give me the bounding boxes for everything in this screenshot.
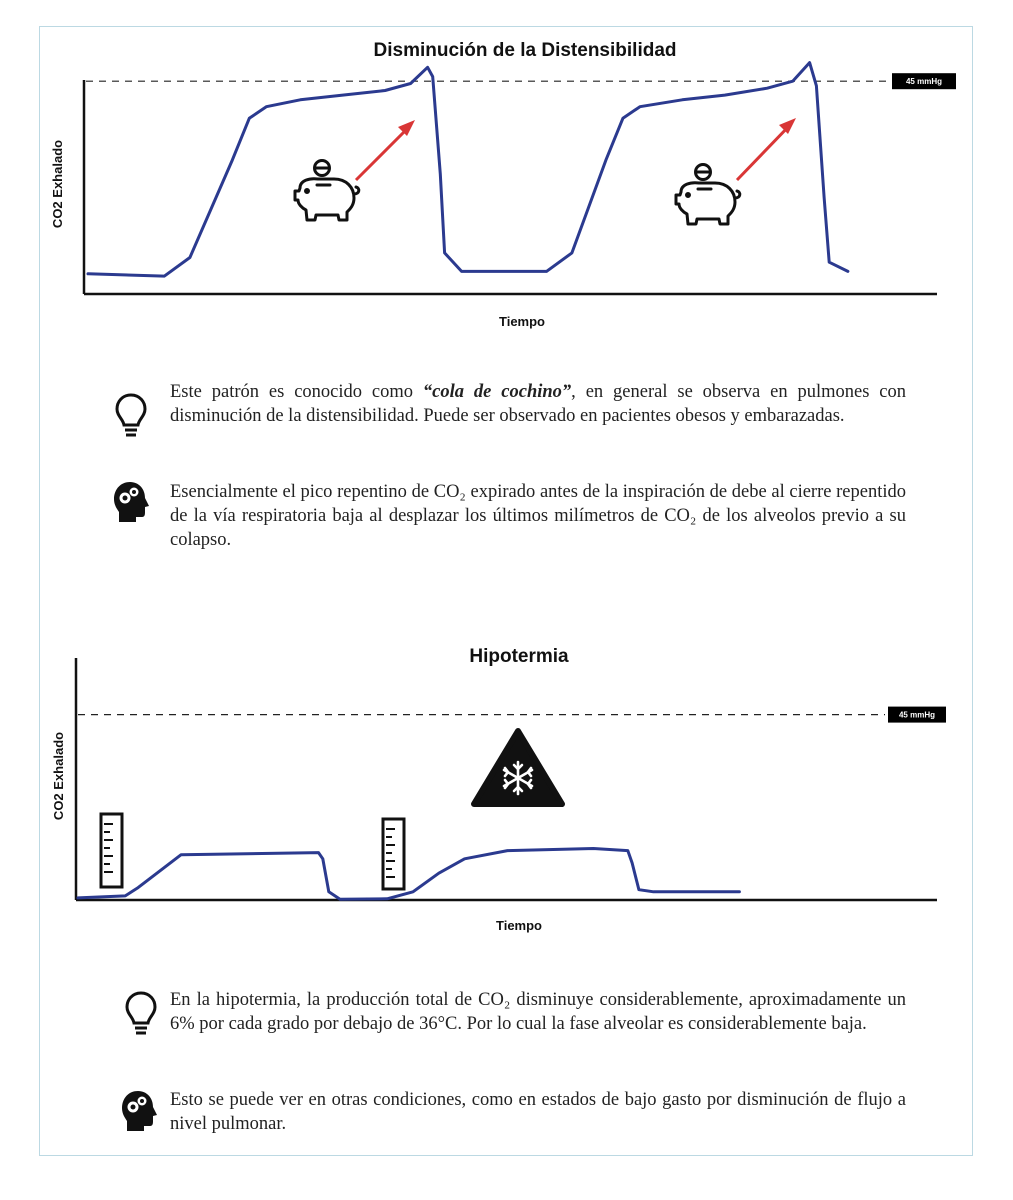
chart2-reference-badge bbox=[888, 707, 946, 723]
head-gears-icon bbox=[112, 480, 152, 524]
piggy-bank-icon bbox=[676, 165, 740, 225]
note-1-text: Este patrón es conocido como bbox=[170, 382, 423, 402]
chart1-reference-badge bbox=[892, 73, 956, 89]
chart1-arrow-2-head bbox=[779, 118, 796, 134]
note-1-text-end: , en general se observa en pulmones con disminución de la distensibilidad. Puede ser observado en pacientes obesos y embarazadas. bbox=[170, 382, 907, 426]
chart2-ylabel: CO2 Exhalado bbox=[51, 731, 66, 821]
chart1-xlabel: Tiempo bbox=[499, 314, 545, 329]
lightbulb-icon bbox=[124, 990, 158, 1038]
chart-hipotermia bbox=[0, 630, 1013, 940]
chart1-ylabel: CO2 Exhalado bbox=[50, 139, 65, 229]
head-gears-icon bbox=[120, 1089, 160, 1133]
note-pico-repentino: Esencialmente el pico repentino de CO₂ expirado antes de la inspiración de debe al cierre repentido de la vía respiratoria baja al desplazar los últimos milímetros de CO₂ de los alveolos previo a su colapso. bbox=[170, 482, 906, 550]
chart1-reference-label: 45 mmHg bbox=[905, 77, 943, 87]
snowflake-warning-icon bbox=[474, 731, 562, 804]
ruler-icon bbox=[101, 814, 122, 887]
chart-distensibilidad bbox=[0, 26, 1013, 336]
note-bajo-gasto: Esto se puede ver en otras condiciones, como en estados de bajo gasto por disminución de flujo a nivel pulmonar. bbox=[170, 1090, 906, 1134]
chart2-reference-label: 45 mmHg bbox=[898, 710, 936, 720]
note-1-emphasis: “cola de cochino” bbox=[422, 382, 572, 402]
chart2-series-line bbox=[78, 849, 739, 900]
piggy-bank-icon bbox=[295, 161, 359, 221]
chart2-title: Hipotermia bbox=[469, 646, 569, 667]
note-cola-de-cochino bbox=[170, 380, 906, 428]
chart1-series-line bbox=[88, 63, 848, 277]
chart1-arrow-2 bbox=[737, 124, 791, 180]
ruler-icon bbox=[383, 819, 404, 889]
lightbulb-icon bbox=[114, 392, 148, 440]
note-hipotermia: En la hipotermia, la producción total de CO₂ disminuye considerablemente, aproximadamente un 6% por cada grado por debajo de 36°C. Por lo cual la fase alveolar es considerablemente baja. bbox=[170, 990, 906, 1034]
chart2-xlabel: Tiempo bbox=[496, 918, 542, 933]
chart1-title: Disminución de la Distensibilidad bbox=[373, 40, 677, 61]
chart1-arrow-1 bbox=[356, 126, 410, 180]
